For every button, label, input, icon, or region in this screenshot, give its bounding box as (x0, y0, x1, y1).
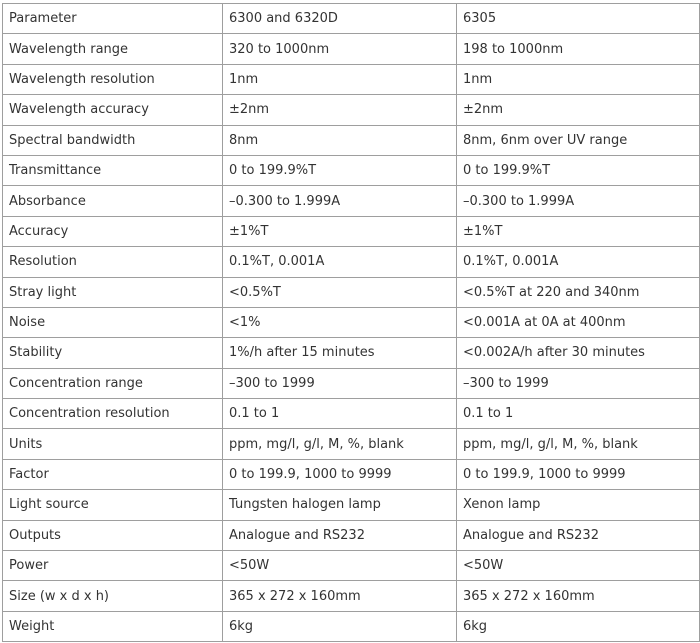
model-6305-cell: ±1%T (457, 216, 700, 246)
model-6305-cell: –0.300 to 1.999A (457, 186, 700, 216)
table-row (3, 459, 700, 489)
table-row (3, 34, 700, 64)
table-row (3, 277, 700, 307)
table-row (3, 125, 700, 155)
model-6300-6320d-cell: 0 to 199.9, 1000 to 9999 (223, 459, 457, 489)
table-row (3, 186, 700, 216)
table-row (3, 581, 700, 611)
parameter-cell: Wavelength accuracy (3, 95, 223, 125)
model-6300-6320d-cell: <0.5%T (223, 277, 457, 307)
model-6305-cell: <50W (457, 551, 700, 581)
parameter-cell: Accuracy (3, 216, 223, 246)
model-6300-6320d-cell: ±1%T (223, 216, 457, 246)
model-6305-cell: –300 to 1999 (457, 368, 700, 398)
model-6300-6320d-cell: Analogue and RS232 (223, 520, 457, 550)
header-model-6305: 6305 (457, 4, 700, 34)
model-6300-6320d-cell: <50W (223, 551, 457, 581)
model-6300-6320d-cell: 1nm (223, 64, 457, 94)
model-6305-cell: 0.1%T, 0.001A (457, 247, 700, 277)
model-6305-cell: <0.5%T at 220 and 340nm (457, 277, 700, 307)
model-6300-6320d-cell: ±2nm (223, 95, 457, 125)
parameter-cell: Wavelength range (3, 34, 223, 64)
header-parameter: Parameter (3, 4, 223, 34)
model-6305-cell: 1nm (457, 64, 700, 94)
table-row (3, 338, 700, 368)
parameter-cell: Factor (3, 459, 223, 489)
model-6300-6320d-cell: –300 to 1999 (223, 368, 457, 398)
parameter-cell: Units (3, 429, 223, 459)
model-6305-cell: ppm, mg/l, g/l, M, %, blank (457, 429, 700, 459)
model-6305-cell: 198 to 1000nm (457, 34, 700, 64)
parameter-cell: Size (w x d x h) (3, 581, 223, 611)
parameter-cell: Noise (3, 307, 223, 337)
model-6305-cell: Analogue and RS232 (457, 520, 700, 550)
parameter-cell: Absorbance (3, 186, 223, 216)
parameter-cell: Wavelength resolution (3, 64, 223, 94)
table-row (3, 399, 700, 429)
parameter-cell: Concentration resolution (3, 399, 223, 429)
table-row (3, 368, 700, 398)
table-row (3, 95, 700, 125)
header-model-6300-6320d: 6300 and 6320D (223, 4, 457, 34)
model-6300-6320d-cell: 6kg (223, 611, 457, 641)
table-row (3, 216, 700, 246)
model-6300-6320d-cell: 320 to 1000nm (223, 34, 457, 64)
table-row (3, 551, 700, 581)
parameter-cell: Stray light (3, 277, 223, 307)
table-row (3, 490, 700, 520)
model-6300-6320d-cell: <1% (223, 307, 457, 337)
parameter-cell: Transmittance (3, 155, 223, 185)
parameter-cell: Weight (3, 611, 223, 641)
model-6300-6320d-cell: 0.1 to 1 (223, 399, 457, 429)
model-6300-6320d-cell: 365 x 272 x 160mm (223, 581, 457, 611)
parameter-cell: Outputs (3, 520, 223, 550)
spec-table-body (3, 4, 700, 642)
spec-table (2, 3, 700, 642)
model-6300-6320d-cell: 1%/h after 15 minutes (223, 338, 457, 368)
parameter-cell: Concentration range (3, 368, 223, 398)
parameter-cell: Resolution (3, 247, 223, 277)
parameter-cell: Spectral bandwidth (3, 125, 223, 155)
model-6305-cell: 0.1 to 1 (457, 399, 700, 429)
table-row (3, 64, 700, 94)
model-6300-6320d-cell: 0.1%T, 0.001A (223, 247, 457, 277)
parameter-cell: Light source (3, 490, 223, 520)
model-6305-cell: 0 to 199.9%T (457, 155, 700, 185)
table-row (3, 611, 700, 641)
parameter-cell: Stability (3, 338, 223, 368)
model-6305-cell: ±2nm (457, 95, 700, 125)
table-row (3, 247, 700, 277)
model-6300-6320d-cell: Tungsten halogen lamp (223, 490, 457, 520)
model-6300-6320d-cell: –0.300 to 1.999A (223, 186, 457, 216)
model-6300-6320d-cell: ppm, mg/l, g/l, M, %, blank (223, 429, 457, 459)
table-row (3, 429, 700, 459)
table-row (3, 520, 700, 550)
model-6305-cell: 0 to 199.9, 1000 to 9999 (457, 459, 700, 489)
table-row (3, 155, 700, 185)
model-6305-cell: Xenon lamp (457, 490, 700, 520)
model-6300-6320d-cell: 0 to 199.9%T (223, 155, 457, 185)
model-6300-6320d-cell: 8nm (223, 125, 457, 155)
model-6305-cell: 6kg (457, 611, 700, 641)
model-6305-cell: 365 x 272 x 160mm (457, 581, 700, 611)
model-6305-cell: 8nm, 6nm over UV range (457, 125, 700, 155)
model-6305-cell: <0.001A at 0A at 400nm (457, 307, 700, 337)
parameter-cell: Power (3, 551, 223, 581)
table-row (3, 307, 700, 337)
table-header-row (3, 4, 700, 34)
model-6305-cell: <0.002A/h after 30 minutes (457, 338, 700, 368)
